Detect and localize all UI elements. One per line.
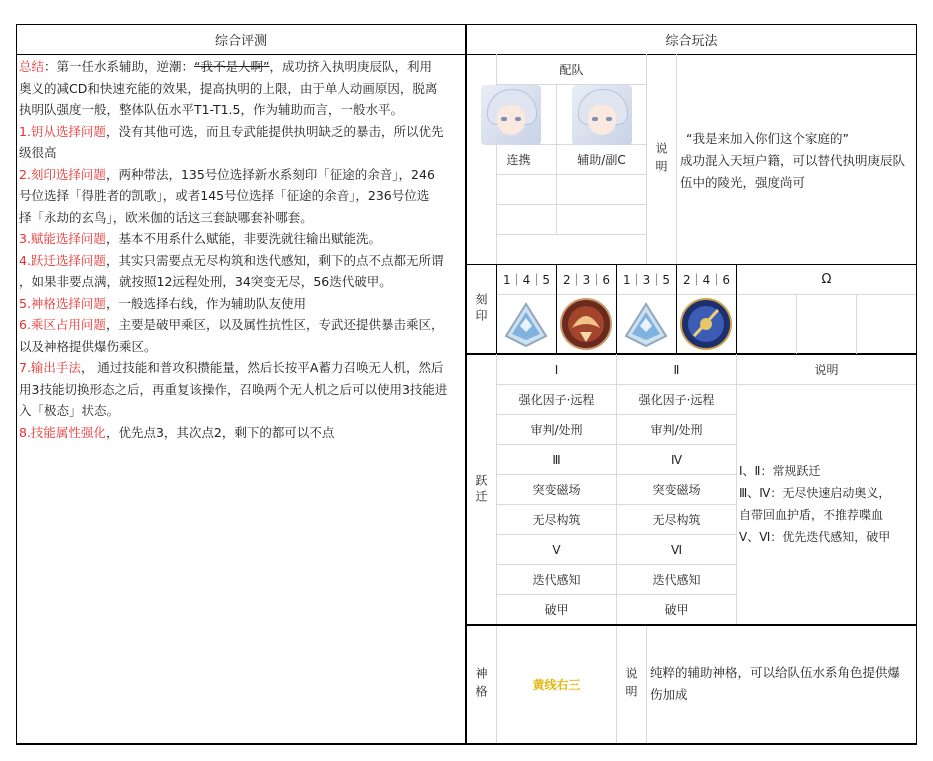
evaluation-line xyxy=(19,250,465,272)
evaluation-item-text: ，主要是破甲乘区，以及属性抗性区，专武还提供暴击乘区， xyxy=(105,317,444,332)
transition-cell: 强化因子·远程 xyxy=(638,393,715,407)
imprint-label: 刻印 xyxy=(474,293,488,325)
evaluation-item-text: ，如果非要点满，就按照12远程处刑，34突变无尽，56迭代破甲。 xyxy=(19,274,392,289)
evaluation-item-label: 2.刻印选择问题 xyxy=(19,166,106,182)
evaluation-line xyxy=(19,357,465,379)
transition-col-1: Ⅰ xyxy=(554,362,559,377)
transition-cell: 破甲 xyxy=(544,603,569,617)
evaluation-line xyxy=(19,314,465,336)
evaluation-item-text: 号位选择「得胜者的凯歌」，或者145号位选择「征途的余音」，236号位选 xyxy=(19,188,430,203)
transition-cell: Ⅴ xyxy=(552,542,561,557)
avatar-member-1 xyxy=(481,85,541,145)
summary-line-2: 奥义的减CD和快速充能的效果，提高执明的上限，由于单人动画原因，脱离 xyxy=(19,80,438,96)
summary-line xyxy=(19,56,465,78)
evaluation-item-text: ，没有其他可选，而且专武能提供执明缺乏的暴击，所以优先 xyxy=(105,123,444,139)
team-note xyxy=(680,128,916,194)
transition-cell: 审判/处刑 xyxy=(530,423,583,437)
evaluation-item-text: 以及神格提供爆伤乘区。 xyxy=(19,338,157,354)
summary-text-2: ，成功挤入执明庚辰队，利用 xyxy=(269,59,432,74)
transition-note-line-3: 自带回血护盾，不推荐喋血 xyxy=(739,508,884,522)
team-note-line-2: 成功混入天垣户籍，可以替代执明庚辰队 xyxy=(680,153,906,168)
relic-ice-wing-icon xyxy=(498,296,554,352)
transition-cell: 突变磁场 xyxy=(652,483,701,497)
evaluation-line xyxy=(19,142,465,164)
transition-cell: 审判/处刑 xyxy=(650,423,703,437)
divinity-note-label: 说明 xyxy=(624,666,638,703)
divinity-choice: 黄线右三 xyxy=(532,678,581,692)
evaluation-item-text: ，一般选择右线，作为辅助队友使用 xyxy=(105,295,306,311)
transition-note-line-2: Ⅲ、Ⅳ：无尽快速启动奥义， xyxy=(739,486,891,500)
evaluation-item-text: ，两种带法，135号位选择新水系刻印「征途的余音」，246 xyxy=(105,166,435,182)
evaluation-item-text: 择「永劫的玄鸟」，欧米伽的话这三套缺哪套补哪套。 xyxy=(19,209,313,225)
evaluation-line xyxy=(19,164,465,186)
evaluation-line xyxy=(19,185,465,207)
relic-phoenix-icon xyxy=(558,296,614,352)
relic-ice-wing-icon-2 xyxy=(618,296,674,352)
team-note-line-1: “我是来加入你们这个家庭的” xyxy=(686,131,849,146)
evaluation-item-label: 5.神格选择问题 xyxy=(19,295,106,311)
evaluation-item-text: ， 通过技能和普攻积攒能量，然后长按平A蓄力召唤无人机，然后 xyxy=(80,360,444,375)
imprint-set-3: 1｜3｜5 xyxy=(623,273,670,287)
evaluation-line xyxy=(19,207,465,229)
evaluation-item-text: ，其实只需要点无尽构筑和迭代感知，剩下的点不点都无所谓 xyxy=(105,252,444,268)
transition-note-line-1: Ⅰ、Ⅱ：常规跃迁 xyxy=(739,464,821,478)
transition-cell: 强化因子·远程 xyxy=(518,393,595,407)
imprint-set-4: 2｜4｜6 xyxy=(683,273,730,287)
imprint-omega: Ω xyxy=(821,272,832,287)
transition-cell: Ⅳ xyxy=(670,452,683,467)
summary-line-3: 执明队强度一般，整体队伍水平T1-T1.5，作为辅助而言，一般水平。 xyxy=(19,102,403,117)
summary-text: ：第一任水系辅助，逆潮： xyxy=(44,59,195,74)
evaluation-item-label: 4.跃迁选择问题 xyxy=(19,252,106,268)
evaluation-item-label: 1.钥从选择问题 xyxy=(19,123,106,139)
evaluation-line xyxy=(19,228,465,250)
transition-label: 跃迁 xyxy=(474,473,488,506)
transition-cell: Ⅲ xyxy=(552,452,561,467)
transition-cell: Ⅵ xyxy=(670,542,683,557)
evaluation-line xyxy=(19,379,465,401)
summary-quote: “我不是人啊” xyxy=(194,59,270,74)
transition-note-header: 说明 xyxy=(814,363,839,377)
member-1-role: 连携 xyxy=(506,153,531,167)
divinity-note xyxy=(650,662,916,706)
team-note-line-3: 伍中的陵光，强度尚可 xyxy=(680,175,806,190)
imprint-set-2: 2｜3｜6 xyxy=(563,273,610,287)
evaluation-item-label: 6.乘区占用问题 xyxy=(19,317,106,332)
transition-note-line-4: Ⅴ、Ⅵ：优先迭代感知，破甲 xyxy=(739,530,891,544)
evaluation-line xyxy=(19,121,465,143)
transition-col-2: Ⅱ xyxy=(673,362,680,377)
transition-cell: 无尽构筑 xyxy=(532,513,581,527)
evaluation-item-text: 用3技能切换形态之后，再重复该操作，召唤两个无人机之后可以使用3技能进 xyxy=(19,381,448,397)
right-header: 综合玩法 xyxy=(665,34,718,49)
evaluation-item-label: 3.赋能选择问题 xyxy=(19,231,106,246)
member-2-role: 辅助/副C xyxy=(577,153,626,167)
transition-cell: 破甲 xyxy=(664,603,689,617)
evaluation-line xyxy=(19,422,465,444)
team-header: 配队 xyxy=(559,63,584,77)
transition-cell: 突变磁场 xyxy=(532,483,581,497)
transition-cell: 无尽构筑 xyxy=(652,513,701,527)
evaluation-item-label: 8.技能属性强化 xyxy=(19,424,106,440)
avatar-member-2 xyxy=(572,85,632,145)
imprint-set-1: 1｜4｜5 xyxy=(503,273,550,287)
evaluation-item-text: ，基本不用系什么赋能，非要洗就往输出赋能洗。 xyxy=(105,231,381,246)
evaluation-item-text: ，优先点3，其次点2，剩下的都可以不点 xyxy=(105,424,335,440)
transition-cell: 迭代感知 xyxy=(532,573,581,587)
relic-blue-orb-icon xyxy=(678,296,734,352)
divinity-label: 神格 xyxy=(474,666,488,703)
team-note-label: 说明 xyxy=(654,141,668,178)
evaluation-item-text: 入「极态」状态。 xyxy=(19,403,120,418)
evaluation-line xyxy=(19,271,465,293)
left-header: 综合评测 xyxy=(214,34,267,49)
evaluation-item-text: 级很高 xyxy=(19,145,57,160)
divinity-note-line-1: 纯粹的辅助神格，可以给队伍水系角色提供爆 xyxy=(650,665,901,680)
transition-cell: 迭代感知 xyxy=(652,573,701,587)
evaluation-item-label: 7.输出手法 xyxy=(19,360,81,375)
evaluation-line xyxy=(19,293,465,315)
evaluation-line xyxy=(19,336,465,358)
evaluation-text xyxy=(19,56,465,443)
divinity-note-line-2: 伤加成 xyxy=(650,687,688,702)
transition-note xyxy=(739,460,917,548)
summary-label: 总结 xyxy=(19,59,45,74)
evaluation-items xyxy=(19,121,465,444)
evaluation-line xyxy=(19,400,465,422)
